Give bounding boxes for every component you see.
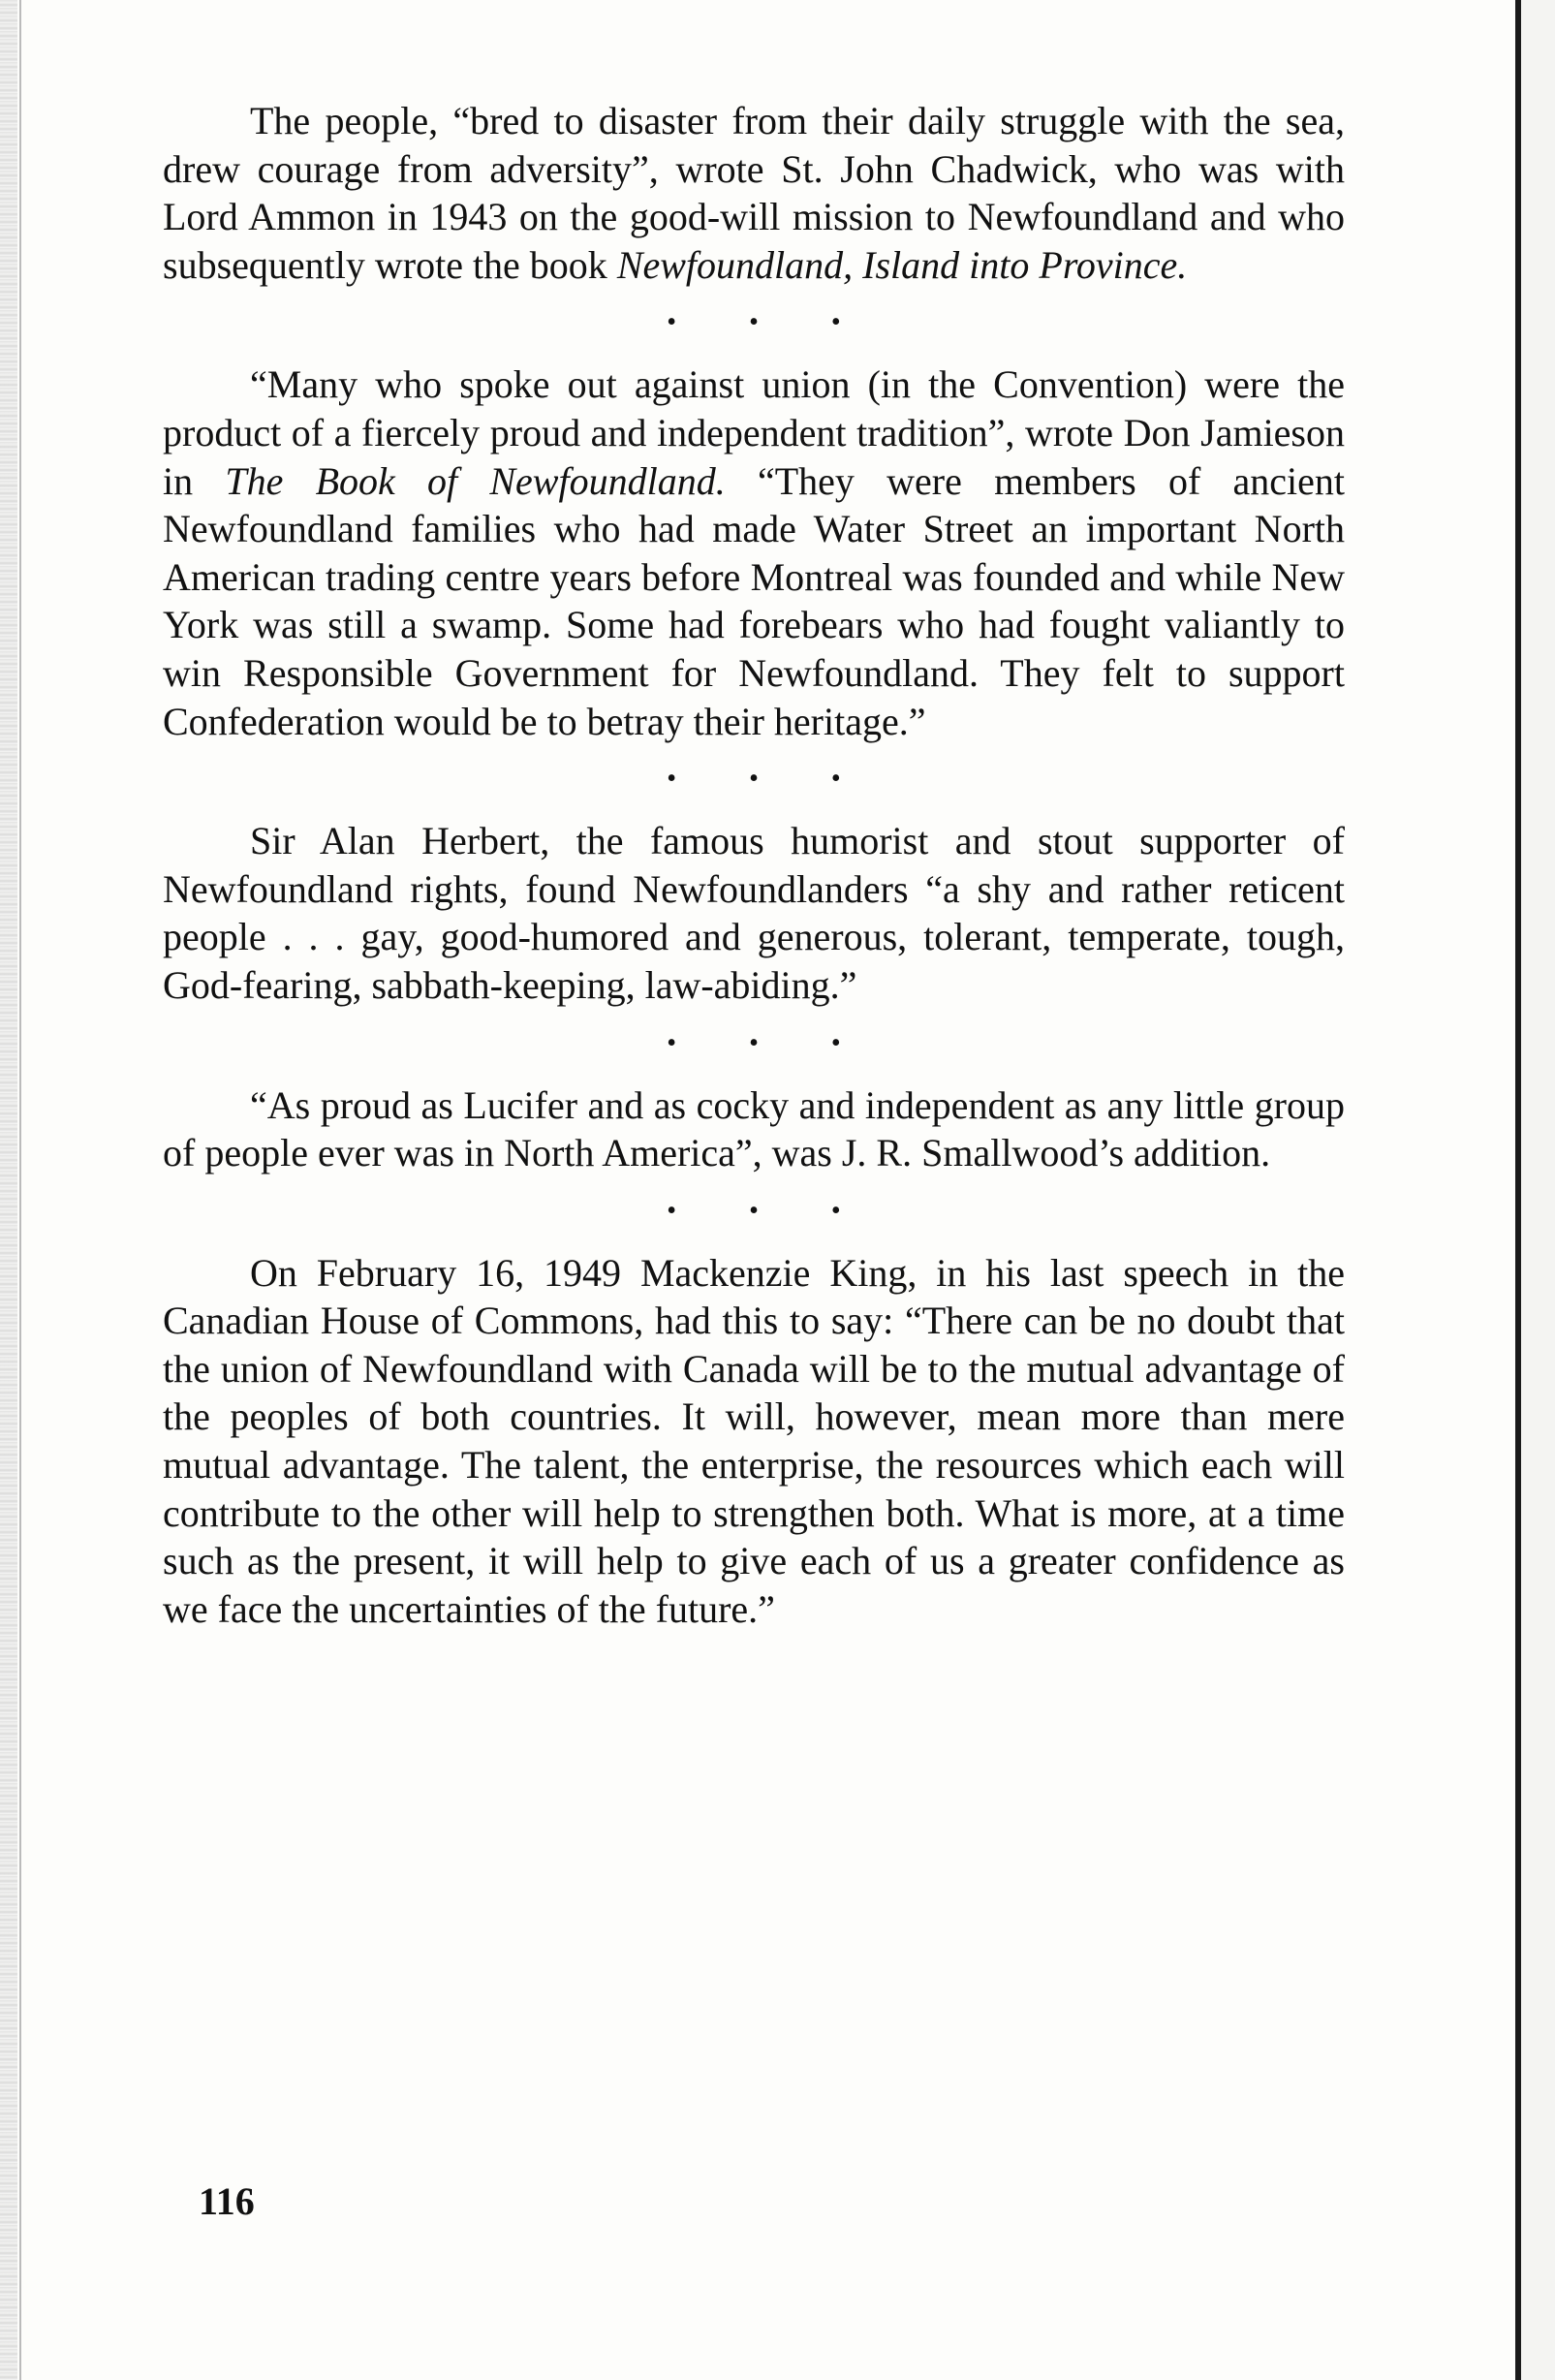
binding-edge — [0, 0, 17, 2380]
body-text — [163, 97, 1345, 1633]
book-title: The Book of Newfoundland. — [225, 458, 726, 503]
binding-line — [19, 0, 21, 2380]
page-margin — [1521, 0, 1555, 2380]
section-separator: • • • — [667, 764, 874, 795]
paragraph-king: On February 16, 1949 Mackenzie King, in his last speech in the Canadian House of Commons, had this to say: “There can be no doubt that the union of Newfoundland with Canada will be to the mutual advantage of the peoples of both countries. It will, however, mean more than mere mutual advantage. The talent, the enterprise, the resources which each will contribute to the other will help to strengthen both. What is more, at a time such as the present, it will help to give each of us a greater confidence as we face the uncertainties of the future.” — [163, 1250, 1345, 1631]
section-separator: • • • — [667, 307, 874, 338]
paragraph-chadwick: The people, “bred to disaster from their daily struggle with the sea, drew courage from adversity”, wrote St. John Chadwick, who was with Lord Ammon in 1943 on the good-will mission to Newfoundland and who subsequently wrote the book Newfoundland, Island into Province. — [163, 99, 1345, 287]
section-separator: • • • — [667, 1027, 874, 1058]
paragraph-jamieson: “Many who spoke out against union (in the Convention) were the product of a fiercely proud and independent tradition”, wrote Don Jamieson in The Book of Newfoundland. “They were members of ancient Newfoundland families who had made Water Street an important North American trading centre years before Montreal was founded and while New York was still a swamp. Some had forebears who had fought valiantly to win Responsible Government for Newfoundland. They felt to support Confederation would be to betray their heritage.” — [163, 362, 1345, 743]
paragraph-herbert: Sir Alan Herbert, the famous humorist and stout supporter of Newfoundland rights, found Newfoundlanders “a shy and rather reticent people . . . gay, good-humored and generous, tolerant, temperate, tough, God-fearing, sabbath-keeping, law-abiding.” — [163, 819, 1345, 1007]
section-separator: • • • — [667, 1195, 874, 1226]
page-number: 116 — [199, 2179, 255, 2223]
paragraph-smallwood: “As proud as Lucifer and as cocky and independent as any little group of people ever was in North America”, was J. R. Smallwood’s addition. — [163, 1082, 1345, 1175]
book-title: Newfoundland, Island into Province. — [616, 242, 1188, 287]
